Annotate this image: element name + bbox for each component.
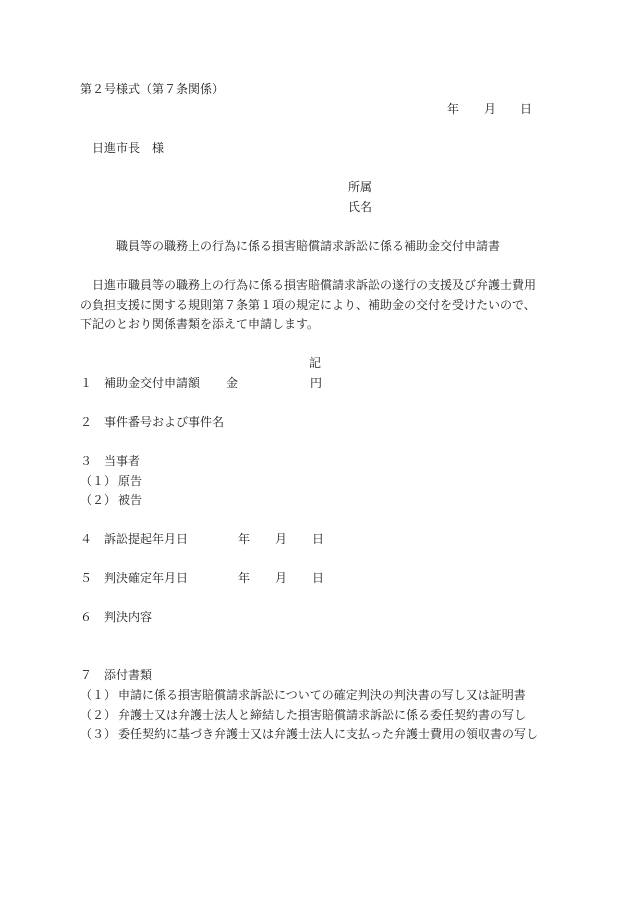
date-year: 年 — [447, 102, 460, 116]
item-4-month: 月 — [275, 532, 288, 546]
applicant-affiliation: 所属 — [348, 180, 373, 194]
form-label: 第２号様式（第７条関係） — [80, 82, 225, 96]
item-3-sub-1 — [80, 474, 142, 488]
ki-heading: 記 — [309, 356, 322, 370]
item-6 — [80, 610, 152, 624]
item-7-sub-1-label: 申請に係る損害賠償請求訴訟についての確定判決の判決書の写し又は証明書 — [118, 688, 526, 702]
item-4-day: 日 — [312, 532, 325, 546]
item-3-sub-1-number: （１） — [80, 474, 117, 488]
applicant-name: 氏名 — [348, 200, 373, 214]
item-6-label: 判決内容 — [104, 610, 153, 624]
item-3 — [80, 454, 140, 468]
item-7-sub-3 — [80, 727, 538, 741]
item-5-number: ５ — [80, 571, 93, 585]
item-3-sub-2-number: （２） — [80, 493, 117, 507]
item-7-sub-1-number: （１） — [80, 688, 117, 702]
item-7-sub-3-number: （３） — [80, 727, 117, 741]
item-7-sub-2 — [80, 708, 526, 722]
item-3-sub-1-label: 原告 — [118, 474, 143, 488]
item-4-number: ４ — [80, 532, 93, 546]
document-title: 職員等の職務上の行為に係る損害賠償請求訴訟に係る補助金交付申請書 — [116, 239, 501, 253]
item-5-month: 月 — [275, 571, 288, 585]
item-1-kin: 金 — [226, 376, 239, 390]
item-7-label: 添付書類 — [104, 668, 153, 682]
item-5 — [80, 571, 188, 585]
item-1-number: １ — [80, 376, 93, 390]
date-month: 月 — [484, 102, 497, 116]
item-2-number: ２ — [80, 415, 93, 429]
item-5-label: 判決確定年月日 — [104, 571, 189, 585]
item-7-sub-1 — [80, 688, 526, 702]
item-7-sub-2-label: 弁護士又は弁護士法人と締結した損害賠償請求訴訟に係る委任契約書の写し — [118, 708, 527, 722]
item-7-sub-2-number: （２） — [80, 708, 117, 722]
item-4-year: 年 — [238, 532, 251, 546]
addressee: 日進市長 様 — [92, 141, 165, 155]
item-3-sub-2 — [80, 493, 142, 507]
item-7-number: ７ — [80, 668, 93, 682]
item-7-sub-3-label: 委任契約に基づき弁護士又は弁護士法人に支払った弁護士費用の領収書の写し — [118, 727, 539, 741]
item-1 — [80, 376, 200, 390]
item-5-year: 年 — [238, 571, 251, 585]
item-7 — [80, 668, 152, 682]
body-line-1: 日進市職員等の職務上の行為に係る損害賠償請求訴訟の遂行の支援及び弁護士費用 — [92, 278, 537, 292]
item-4-label: 訴訟提起年月日 — [104, 532, 189, 546]
item-3-label: 当事者 — [104, 454, 141, 468]
item-4 — [80, 532, 188, 546]
body-line-3: 下記のとおり関係書類を添えて申請します。 — [80, 317, 320, 331]
item-2-label: 事件番号および事件名 — [104, 415, 225, 429]
item-2 — [80, 415, 224, 429]
date-day: 日 — [520, 102, 533, 116]
item-1-label: 補助金交付申請額 — [104, 376, 201, 390]
item-3-sub-2-label: 被告 — [118, 493, 143, 507]
item-6-number: ６ — [80, 610, 93, 624]
item-3-number: ３ — [80, 454, 93, 468]
body-line-2: の負担支援に関する規則第７条第１項の規定により、補助金の交付を受けたいので、 — [80, 298, 536, 312]
item-1-yen: 円 — [310, 376, 323, 390]
item-5-day: 日 — [312, 571, 325, 585]
